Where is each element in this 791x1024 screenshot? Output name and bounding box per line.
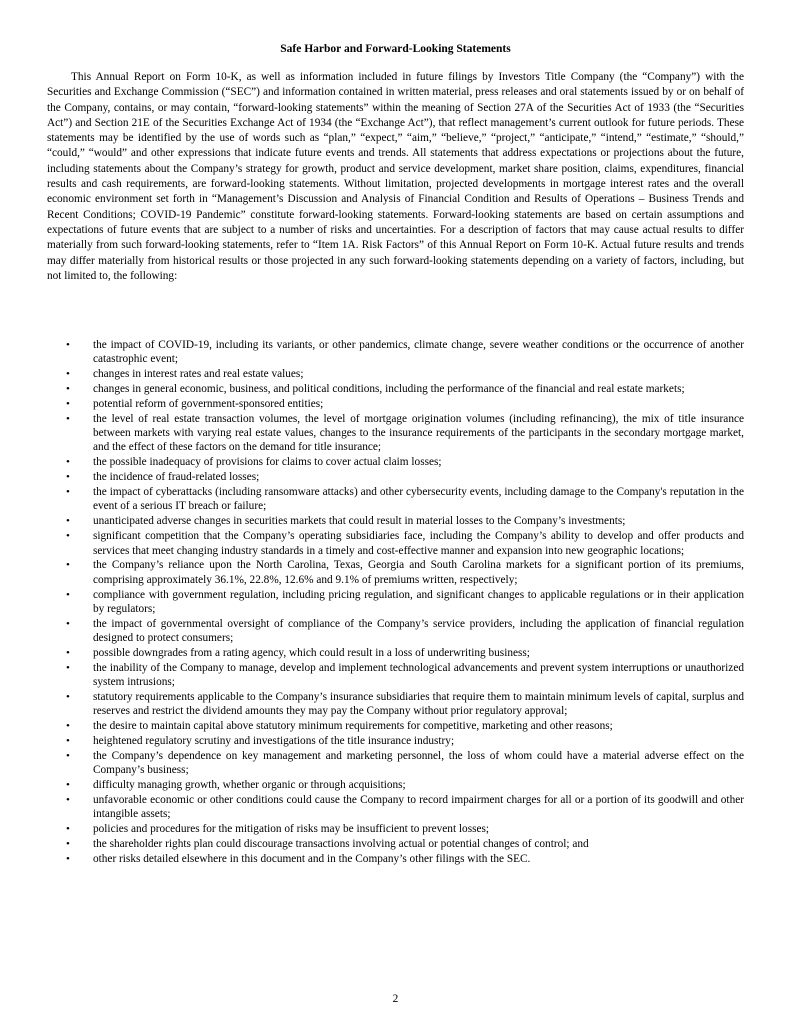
list-item — [47, 837, 744, 851]
intro-paragraph: This Annual Report on Form 10-K, as well as information included in future filings by Investors Title Company (the “Company”) with the Securities and Exchange Commission (“SEC”) and information contained in written material, press releases and oral statements issued by or on behalf of the Company, contains, or may contain, “forward-looking statements” within the meaning of Section 27A of the Securities Act of 1933 (the “Securities Act”) and Section 21E of the Securities Exchange Act of 1934 (the “Exchange Act”), that reflect management’s current outlook for future periods. These statements may be identified by the use of words such as “plan,” “expect,” “aim,” “believe,” “project,” “anticipate,” “intend,” “estimate,” “should,” “could,” “would” and other expressions that indicate future events and trends. All statements that address expectations or projections about the future, including statements about the Company’s strategy for growth, product and service development, market share position, claims, expenditures, financial results and cash requirements, are forward-looking statements. Without limitation, projected developments in mortgage interest rates and the overall economic environment set forth in “Management’s Discussion and Analysis of Financial Condition and Results of Operations – Business Trends and Recent Conditions; COVID-19 Pandemic” constitute forward-looking statements. Forward-looking statements are based on certain assumptions and expectations of future events that are subject to a number of risks and uncertainties. For a description of factors that may cause actual results to differ materially from such forward-looking statements, refer to “Item 1A. Risk Factors” of this Annual Report on Form 10-K. Actual future results and trends may differ materially from historical results or those projected in any such forward-looking statements depending on a variety of factors, including, but not limited to, the following: — [47, 71, 744, 282]
list-item — [47, 558, 744, 587]
list-item-text: significant competition that the Company’s operating subsidiaries face, including the Company’s ability to develop and offer products and services that meet changing industry standards in a timely and cost-effective manner and expansion into new geographic locations; — [93, 530, 744, 557]
bullet-icon: • — [66, 661, 70, 674]
list-item-text: potential reform of government-sponsored entities; — [93, 397, 324, 410]
bullet-icon: • — [66, 735, 70, 748]
list-item — [47, 793, 744, 822]
list-item — [47, 412, 744, 455]
list-item — [47, 646, 744, 660]
list-item-text: compliance with government regulation, including pricing regulation, and significant changes to applicable regulations or in their application by regulators; — [93, 588, 744, 615]
bullet-icon: • — [66, 383, 70, 396]
list-item-text: unfavorable economic or other conditions could cause the Company to record impairment charges for all or a portion of its goodwill and other intangible assets; — [93, 794, 744, 821]
list-item-text: possible downgrades from a rating agency, which could result in a loss of underwriting business; — [93, 646, 530, 659]
list-item — [47, 749, 744, 778]
list-item-text: the Company’s dependence on key management and marketing personnel, the loss of whom could have a material adverse effect on the Company’s business; — [93, 750, 744, 777]
risk-factor-list — [47, 338, 744, 867]
list-item-text: policies and procedures for the mitigation of risks may be insufficient to prevent losses; — [93, 823, 490, 836]
list-item — [47, 661, 744, 690]
list-item — [47, 588, 744, 617]
list-item — [47, 514, 744, 528]
list-item-text: difficulty managing growth, whether organic or through acquisitions; — [93, 779, 406, 792]
list-item-text: heightened regulatory scrutiny and investigations of the title insurance industry; — [93, 735, 455, 748]
list-item-text: statutory requirements applicable to the Company’s insurance subsidiaries that require them to maintain minimum levels of capital, surplus and reserves and restrict the dividend amounts they may pay the Company without prior regulatory approval; — [93, 691, 744, 718]
list-item — [47, 485, 744, 514]
list-item-text: the level of real estate transaction volumes, the level of mortgage origination volumes (including refinancing), the mix of title insurance between markets with varying real estate values, changes to the insurance requirements of the participants in the secondary mortgage market, and the effect of these factors on the demand for title insurance; — [93, 412, 744, 454]
list-item-text: the desire to maintain capital above statutory minimum requirements for competitive, marketing and other reasons; — [93, 720, 613, 733]
bullet-icon: • — [66, 779, 70, 792]
list-item — [47, 470, 744, 484]
list-item — [47, 852, 744, 866]
list-item — [47, 617, 744, 646]
list-item-text: changes in general economic, business, and political conditions, including the performance of the financial and real estate markets; — [93, 383, 685, 396]
list-item — [47, 367, 744, 381]
bullet-icon: • — [66, 471, 70, 484]
list-item — [47, 822, 744, 836]
page-number: 2 — [392, 993, 399, 1005]
list-item-text: the inability of the Company to manage, develop and implement technological advancements and prevent system interruptions or unauthorized system intrusions; — [93, 661, 744, 689]
list-item — [47, 382, 744, 396]
list-item — [47, 455, 744, 469]
list-item — [47, 529, 744, 558]
bullet-icon: • — [66, 412, 70, 425]
list-item — [47, 719, 744, 733]
bullet-icon: • — [66, 588, 70, 601]
bullet-icon: • — [66, 617, 70, 630]
list-item-text: unanticipated adverse changes in securities markets that could result in material losses to the Company’s investments; — [93, 515, 626, 528]
bullet-icon: • — [66, 750, 70, 762]
list-item — [47, 690, 744, 719]
list-item-text: the possible inadequacy of provisions for claims to cover actual claim losses; — [93, 456, 442, 469]
list-item-text: the Company’s reliance upon the North Carolina, Texas, Georgia and South Carolina markets for a significant portion of its premiums, comprising approximately 36.1%, 22.8%, 12.6% and 9.1% of premiums written, respectively; — [93, 559, 744, 586]
list-item — [47, 778, 744, 792]
list-item-text: the incidence of fraud-related losses; — [93, 471, 260, 484]
list-item — [47, 397, 744, 411]
list-item-text: changes in interest rates and real estate values; — [93, 368, 304, 381]
bullet-icon: • — [66, 794, 70, 807]
list-item-text: the impact of cyberattacks (including ransomware attacks) and other cybersecurity events, including damage to the Company's reputation in the event of a serious IT breach or failure; — [93, 486, 744, 513]
bullet-icon: • — [66, 368, 70, 381]
bullet-icon: • — [66, 853, 70, 866]
bullet-icon: • — [66, 720, 70, 733]
bullet-icon: • — [66, 530, 70, 543]
bullet-icon: • — [66, 456, 70, 469]
list-item-text: the shareholder rights plan could discourage transactions involving actual or potential changes of control; and — [93, 838, 589, 851]
bullet-icon: • — [66, 646, 70, 659]
bullet-icon: • — [66, 559, 70, 572]
list-item — [47, 338, 744, 367]
list-item-text: the impact of COVID-19, including its variants, or other pandemics, climate change, severe weather conditions or the occurrence of another catastrophic event; — [93, 339, 744, 366]
list-item-text: the impact of governmental oversight of compliance of the Company’s service providers, including the application of financial regulation designed to protect consumers; — [93, 617, 744, 645]
bullet-icon: • — [66, 691, 70, 704]
bullet-icon: • — [66, 397, 70, 410]
list-item — [47, 734, 744, 748]
list-item-text: other risks detailed elsewhere in this document and in the Company’s other filings with the SEC. — [93, 853, 531, 866]
bullet-icon: • — [66, 339, 70, 351]
section-title: Safe Harbor and Forward-Looking Statements — [280, 43, 511, 55]
bullet-icon: • — [66, 515, 70, 528]
bullet-icon: • — [66, 486, 70, 499]
bullet-icon: • — [66, 823, 70, 836]
bullet-icon: • — [66, 838, 70, 851]
